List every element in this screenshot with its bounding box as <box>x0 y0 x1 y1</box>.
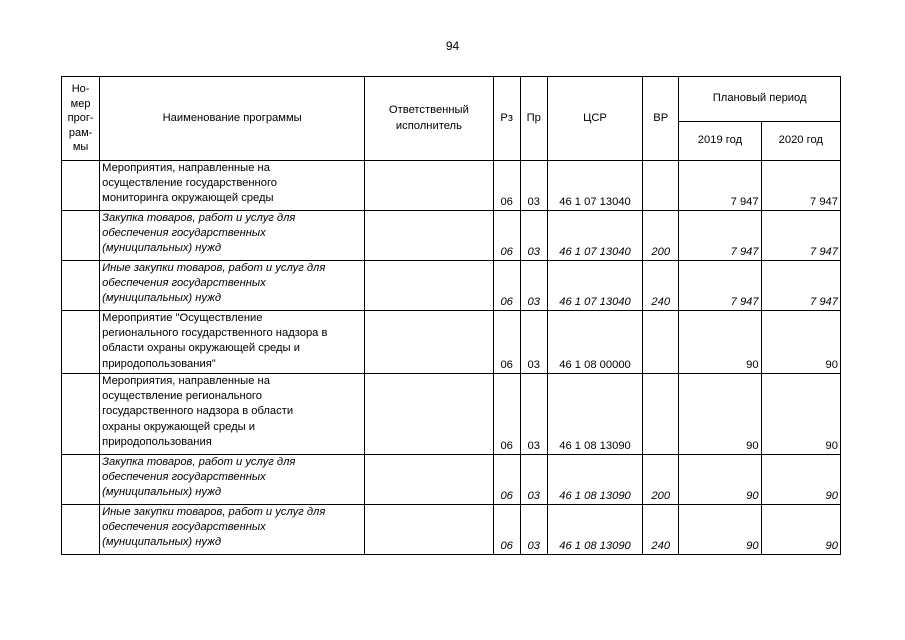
cell-pr: 03 <box>520 261 547 311</box>
cell-rz: 06 <box>493 261 520 311</box>
cell-year-2019: 7 947 <box>679 261 761 311</box>
program-name-line: Иные закупки товаров, работ и услуг для <box>102 506 326 518</box>
program-name-line: природопользования <box>102 435 212 448</box>
program-name-line: охраны окружающей среды и <box>102 420 256 433</box>
table-row <box>62 505 841 555</box>
cell-executor <box>365 311 493 374</box>
cell-program-number <box>62 374 100 455</box>
cell-year-2020: 90 <box>761 374 840 455</box>
cell-rz: 06 <box>493 211 520 261</box>
cell-executor <box>365 211 493 261</box>
cell-program-number <box>62 505 100 555</box>
cell-rz: 06 <box>493 455 520 505</box>
cell-csr: 46 1 07 13040 <box>547 161 642 211</box>
cell-executor <box>365 161 493 211</box>
cell-csr: 46 1 08 00000 <box>547 311 642 374</box>
program-name-line: области охраны окружающей среды и <box>102 342 300 355</box>
program-name-line: (муниципальных) нужд <box>102 536 222 549</box>
program-name-line: Мероприятие "Осуществление <box>102 312 263 324</box>
table-row <box>62 311 841 374</box>
cell-vr <box>643 311 679 374</box>
program-name-line: регионального государственного надзора в <box>102 327 328 340</box>
cell-rz: 06 <box>493 374 520 455</box>
program-name-line: обеспечения государственных <box>102 227 266 240</box>
cell-program-name <box>100 505 365 555</box>
program-name-line: Закупка товаров, работ и услуг для <box>102 212 296 224</box>
program-name-line: обеспечения государственных <box>102 521 266 534</box>
table-row <box>62 455 841 505</box>
program-name-line: (муниципальных) нужд <box>102 486 222 499</box>
cell-vr: 240 <box>643 505 679 555</box>
table-row <box>62 261 841 311</box>
header-pr: Пр <box>520 77 547 161</box>
program-name-line: Мероприятия, направленные на <box>102 375 270 387</box>
cell-csr: 46 1 08 13090 <box>547 505 642 555</box>
header-vr: ВР <box>643 77 679 161</box>
cell-program-name <box>100 311 365 374</box>
program-name-line: государственного надзора в области <box>102 405 294 418</box>
header-year-2019: 2019 год <box>679 122 761 161</box>
cell-program-name <box>100 211 365 261</box>
cell-rz: 06 <box>493 161 520 211</box>
cell-program-number <box>62 211 100 261</box>
cell-executor <box>365 374 493 455</box>
cell-vr <box>643 374 679 455</box>
cell-pr: 03 <box>520 505 547 555</box>
cell-year-2019: 90 <box>679 374 761 455</box>
cell-year-2019: 90 <box>679 505 761 555</box>
page-number: 94 <box>445 39 460 53</box>
cell-program-number <box>62 161 100 211</box>
header-year-2020: 2020 год <box>761 122 840 161</box>
cell-csr: 46 1 07 13040 <box>547 211 642 261</box>
header-program-number: Но- мер прог- рам- мы <box>62 77 100 161</box>
cell-program-number <box>62 311 100 374</box>
cell-vr: 240 <box>643 261 679 311</box>
cell-csr: 46 1 08 13090 <box>547 374 642 455</box>
cell-year-2019: 90 <box>679 455 761 505</box>
program-name-line: Мероприятия, направленные на <box>102 162 270 174</box>
program-name-line: природопользования" <box>102 357 216 370</box>
cell-executor <box>365 261 493 311</box>
cell-program-number <box>62 455 100 505</box>
cell-year-2020: 90 <box>761 455 840 505</box>
program-name-line: осуществление государственного <box>102 177 277 190</box>
program-name-line: (муниципальных) нужд <box>102 292 222 305</box>
cell-pr: 03 <box>520 211 547 261</box>
cell-program-number <box>62 261 100 311</box>
cell-year-2020: 7 947 <box>761 211 840 261</box>
cell-year-2020: 7 947 <box>761 161 840 211</box>
cell-pr: 03 <box>520 161 547 211</box>
program-name-line: Закупка товаров, работ и услуг для <box>102 456 296 468</box>
cell-pr: 03 <box>520 455 547 505</box>
cell-vr: 200 <box>643 211 679 261</box>
cell-program-name <box>100 161 365 211</box>
budget-table <box>61 76 841 555</box>
header-executor: Ответственный исполнитель <box>365 77 493 161</box>
cell-year-2020: 7 947 <box>761 261 840 311</box>
table-row <box>62 161 841 211</box>
cell-program-name <box>100 455 365 505</box>
cell-rz: 06 <box>493 311 520 374</box>
program-name-line: осуществление регионального <box>102 390 262 403</box>
cell-vr: 200 <box>643 455 679 505</box>
table-row <box>62 211 841 261</box>
program-name-line: обеспечения государственных <box>102 471 266 484</box>
cell-executor <box>365 505 493 555</box>
cell-pr: 03 <box>520 311 547 374</box>
program-name-line: мониторинга окружающей среды <box>102 192 274 205</box>
cell-pr: 03 <box>520 374 547 455</box>
cell-rz: 06 <box>493 505 520 555</box>
cell-csr: 46 1 07 13040 <box>547 261 642 311</box>
cell-program-name <box>100 261 365 311</box>
program-name-line: обеспечения государственных <box>102 277 266 290</box>
program-name-line: Иные закупки товаров, работ и услуг для <box>102 262 326 274</box>
cell-year-2019: 90 <box>679 311 761 374</box>
cell-csr: 46 1 08 13090 <box>547 455 642 505</box>
cell-year-2020: 90 <box>761 311 840 374</box>
header-csr: ЦСР <box>547 77 642 161</box>
table-row <box>62 374 841 455</box>
cell-vr <box>643 161 679 211</box>
header-planned-period: Плановый период <box>679 77 841 122</box>
cell-executor <box>365 455 493 505</box>
program-name-line: (муниципальных) нужд <box>102 242 222 255</box>
cell-year-2019: 7 947 <box>679 211 761 261</box>
header-program-name: Наименование программы <box>100 77 365 161</box>
cell-year-2020: 90 <box>761 505 840 555</box>
cell-program-name <box>100 374 365 455</box>
cell-year-2019: 7 947 <box>679 161 761 211</box>
header-rz: Рз <box>493 77 520 161</box>
